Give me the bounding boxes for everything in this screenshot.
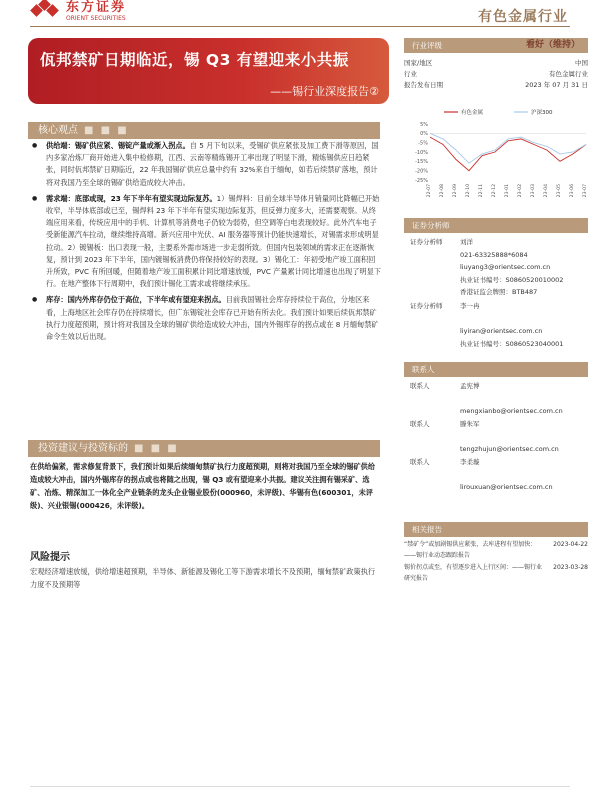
contact-spacer — [460, 393, 563, 406]
y-tick-label: -20% — [415, 168, 428, 175]
rating-value: 看好（维持） — [525, 40, 580, 50]
bullet-lead: 需求端：底部或现，23 年下半年有望实现边际复苏。 — [46, 193, 217, 203]
rating-heading — [404, 38, 588, 53]
analyst-phone — [460, 313, 563, 326]
contact-email[interactable]: tengzhujun@orientsec.com.cn — [460, 445, 559, 453]
analyst-name: 刘洋 — [460, 238, 473, 246]
bullet-lead: 库存：国内外库存仍位于高位，下半年或有望迎来拐点。 — [46, 295, 226, 305]
x-tick-label: 23-05 — [557, 184, 562, 198]
analyst-email[interactable]: liyiran@orientsec.com.cn — [460, 327, 543, 335]
info-value: 2023 年 07 月 31 日 — [525, 81, 588, 89]
analyst-role: 证券分析师 — [410, 302, 443, 310]
bullet-lead: 供给端：锡矿供应紧、锡锭产量或渐入拐点。 — [46, 141, 190, 150]
analyst-license: 执业证书编号：S0860520010002 — [460, 275, 564, 284]
related-report-date: 2023-04-22 — [553, 541, 588, 548]
x-tick-label: 23-01 — [505, 184, 510, 198]
header-industry: 有色金属行业 — [478, 9, 568, 25]
related-heading-text: 相关报告 — [412, 525, 442, 534]
investment-heading-text: 投资建议与投资标的 — [38, 443, 128, 454]
contact-email[interactable]: mengxianbo@orientsec.com.cn — [460, 407, 563, 415]
x-tick-label: 23-03 — [531, 184, 536, 198]
core-views-heading-text: 核心观点 — [38, 125, 78, 136]
contacts-heading-text: 联系人 — [412, 365, 435, 374]
info-value: 中国 — [575, 59, 588, 67]
investment-text: 在供给偏紧，需求修复背景下，我们预计如果后续缅甸禁矿执行力度超预期，则将对我国乃至全球的锡矿供给造成较大冲击，国内外锡库存的拐点或也将随之出现，锡 Q3 或有望迎来小共振。建议关注拥有锡采矿、选矿、冶炼、精深加工一体化全产业链条的龙头企业锡业股份(000960，未评级)、华锡有色(600301，未评级)、兴业银锡(000426，未评级)。 — [30, 462, 376, 510]
x-tick-label: 23-02 — [518, 184, 523, 198]
related-report[interactable] — [404, 540, 590, 561]
info-value: 有色金属行业 — [549, 70, 588, 78]
analyst-license: 执业证书编号：S0860523040001 — [460, 339, 564, 348]
info-key: 国家/地区 — [404, 59, 433, 67]
y-tick-label: 5% — [420, 121, 428, 128]
logo-diamond-icon — [30, 1, 60, 21]
x-tick-label: 23-04 — [544, 184, 549, 198]
bullet-text: 1）锡焊料：目前全球半导体月销量同比降幅已开始收窄，半导体底部或已至，锡焊料 23 年下半年有望实现边际复苏，但反弹力度多大，还需要观察。从终端应用来看，传统应用中的手机、计算机等消费电子仍较为弱势，但空调等白电表现较好。此外汽车电子受新能源汽车拉动，继续维持高增。新兴应用中光伏、AI 服务器等预计仍能快速增长，对锡需求形成明显拉动。2）镀锡板：出口表现一般，主要系外需市场进一步走弱所致。但国内包装领域的需求正在逐渐恢复，预计到 2023 年下半年，国内镀锡板消费仍将保持较好的表现。3）锡化工：年初受地产竣工面积回升所致，PVC 有所回暖，但随着地产竣工面积累计同比增速放缓，PVC 产量累计同比增速也出现了明显下行。在地产整体下行周期中，我们预计锡化工需求或将继续承压。 — [46, 193, 381, 289]
related-heading — [404, 522, 588, 537]
risk-text: 宏观经济增速放缓，供给增速超预期，半导体、新能源及锡化工等下游需求增长不及预期，缅甸禁矿政策执行力度不及预期等 — [30, 567, 376, 589]
related-report-title[interactable]: 锡价拐点或至，有望逐步进入上行区间：——锡行业研究报告 — [404, 564, 543, 582]
related-report[interactable] — [404, 563, 590, 584]
core-view-inventory — [30, 294, 382, 343]
x-tick-label: 22-11 — [479, 184, 484, 198]
logo-en-text: ORIENT SECURITIES — [66, 14, 126, 22]
x-tick-label: 22-12 — [492, 184, 497, 198]
series-line-csi300 — [430, 133, 586, 163]
contact-spacer — [460, 431, 559, 444]
company-logo — [30, 0, 126, 22]
core-view-supply — [30, 140, 382, 189]
analysts-heading-text: 证券分析师 — [412, 221, 450, 230]
related-report-title[interactable]: “禁矿令”或加剧锡供应紧张，去库进程有望加快：——锡行业动态跟踪报告 — [404, 541, 537, 559]
contact-name: 孟宪博 — [460, 382, 480, 390]
report-banner — [28, 38, 389, 104]
investment-heading: 投资建议与投资标的 ■ ■ ■ — [28, 440, 380, 457]
info-row — [404, 58, 588, 69]
contacts-heading — [404, 362, 588, 377]
analyst-hk-license: 香港证监会牌照：BTB487 — [460, 288, 538, 296]
analyst-email[interactable]: liuyang3@orientsec.com.cn — [460, 263, 551, 271]
bullet-text: 自 5 月下旬以来，受锡矿供应紧张及加工费下滑等原因，国内多家冶炼厂商开始进入集中检修期，江西、云南等精炼锡开工率出现了明显下滑，精炼锡供应日趋紧张，同时佤邦禁矿日期临近，22 年我国锡矿供应总量中约有 32%来自于缅甸，如若后续禁矿落地，预计将对我国乃至全球的锡矿供给造成较大冲击。 — [46, 141, 379, 187]
analyst-role: 证券分析师 — [410, 238, 443, 246]
legend-label: 沪深300 — [531, 110, 553, 116]
contact-role: 联系人 — [410, 458, 430, 466]
core-views-heading: 核心观点 ■ ■ ■ — [28, 122, 380, 139]
analyst-name: 李一冉 — [460, 302, 480, 310]
info-row — [404, 80, 588, 91]
y-tick-label: -10% — [415, 149, 428, 156]
contact-name: 滕朱军 — [460, 420, 480, 428]
analyst-phone: 021-63325888*6084 — [460, 250, 528, 259]
performance-chart — [404, 106, 590, 206]
header-divider — [30, 26, 570, 27]
info-key: 行业 — [404, 70, 417, 78]
y-tick-label: -25% — [415, 177, 428, 184]
footer-divider — [30, 786, 570, 787]
report-info — [404, 58, 588, 91]
contact-name: 李柔璇 — [460, 458, 480, 466]
risk-heading: 风险提示 — [30, 552, 70, 563]
core-views-list — [30, 140, 382, 347]
x-tick-label: 23-07 — [583, 184, 588, 198]
x-tick-label: 22-07 — [427, 184, 432, 198]
x-tick-label: 22-08 — [440, 184, 445, 198]
y-tick-label: 0% — [420, 131, 428, 138]
analysts-heading — [404, 218, 588, 233]
x-tick-label: 22-10 — [466, 184, 471, 198]
contact-email[interactable]: lirouxuan@orientsec.com.cn — [460, 483, 553, 491]
related-report-date: 2023-03-28 — [553, 564, 588, 571]
rating-label: 行业评级 — [412, 41, 442, 50]
y-tick-label: -5% — [418, 140, 428, 147]
bullet-text: 目前我国锡社会库存持续位于高位，分地区来看，上海地区社会库存仍在持续增长，但广东锡锭社会库存已开始有所去化。我们预计如果后续佤邦禁矿执行力度超预期，预计将对我国及全球的锡矿供给造成较大冲击，国内外锡库存的拐点或在 8 月缅甸禁矿命令生效以后出现。 — [46, 295, 379, 342]
report-title: 佤邦禁矿日期临近，锡 Q3 有望迎来小共振 — [40, 51, 349, 69]
core-view-demand — [30, 193, 382, 291]
y-tick-label: -15% — [415, 159, 428, 166]
contact-role: 联系人 — [410, 382, 430, 390]
report-subtitle: ——锡行业深度报告② — [270, 85, 379, 98]
contact-role: 联系人 — [410, 420, 430, 428]
contact-spacer — [460, 469, 553, 482]
legend-label: 有色金属 — [461, 110, 484, 116]
info-key: 报告发布日期 — [404, 81, 443, 89]
x-tick-label: 23-06 — [570, 184, 575, 198]
info-row — [404, 69, 588, 80]
related-list — [404, 540, 590, 586]
x-tick-label: 22-09 — [453, 184, 458, 198]
logo-cn-text: 东方证券 — [66, 0, 127, 15]
